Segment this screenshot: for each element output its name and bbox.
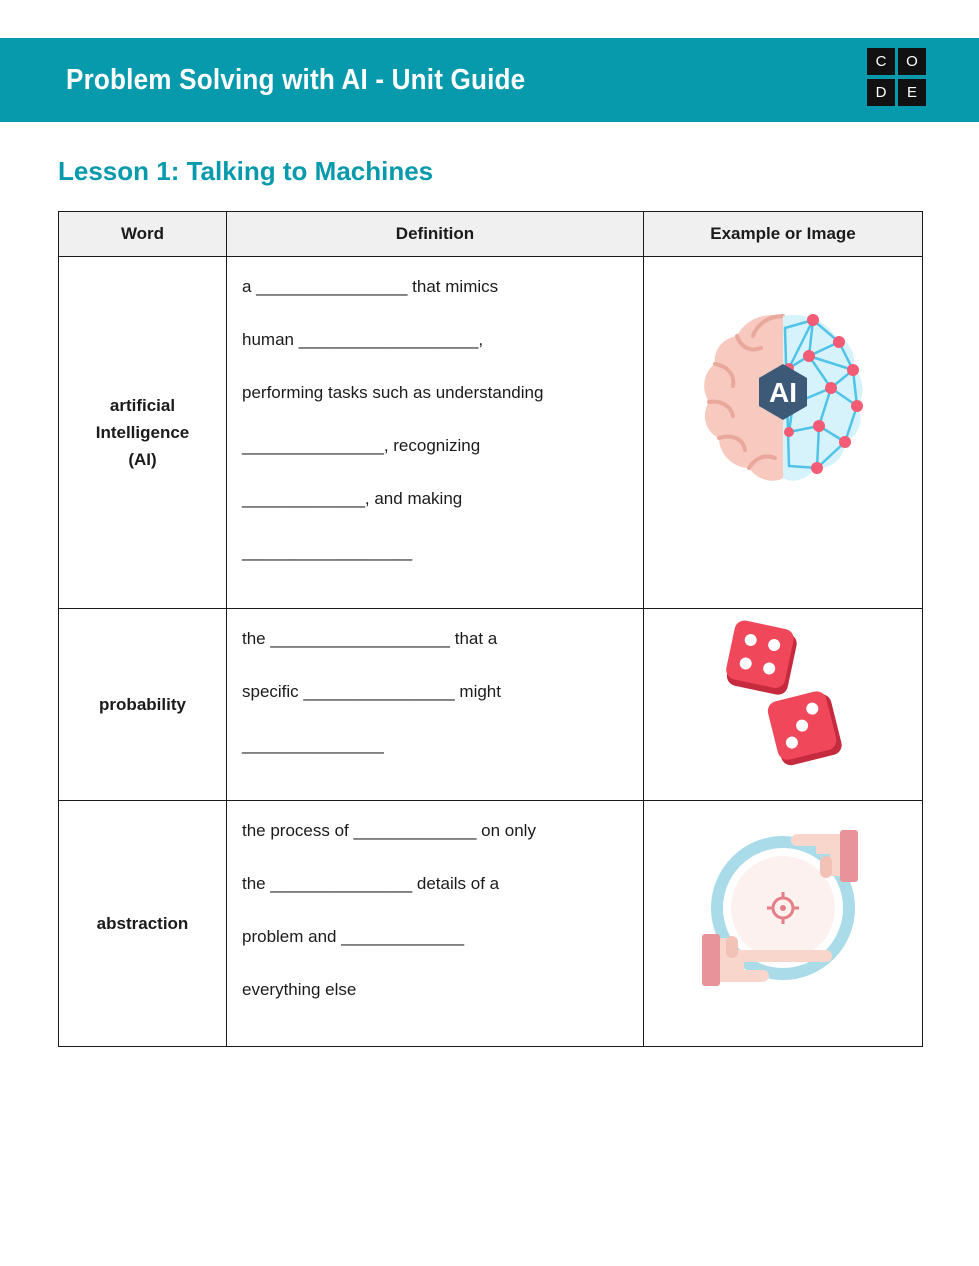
definition-line: a ________________ that mimics [242,277,499,296]
code-logo [867,48,927,107]
word-text: abstraction [96,914,189,933]
table-row [59,257,923,609]
definition-line: performing tasks such as understanding [242,383,544,402]
definition-cell [227,801,644,1047]
image-cell [644,801,923,1047]
definition-line: _______________ [242,735,384,754]
table-header-row [59,212,923,257]
definition-line: problem and _____________ [242,927,465,946]
image-cell [644,257,923,609]
column-header-definition: Definition [227,212,644,257]
definition-line: human ___________________, [242,330,484,349]
logo-letter: C [867,48,895,75]
table-row [59,609,923,801]
word-text: (AI) [128,450,157,469]
definition-line: specific ________________ might [242,682,501,701]
word-text: probability [99,695,186,714]
definition-line: __________________ [242,542,413,561]
definition-line: _______________, recognizing [242,436,481,455]
word-text: Intelligence [95,423,190,442]
definition-line: the ___________________ that a [242,629,498,648]
vocabulary-table [58,211,923,1047]
dice-icon [723,619,843,769]
definition-line: _____________, and making [242,489,463,508]
definition-cell [227,257,644,609]
word-cell [59,801,227,1047]
header-title: Problem Solving with AI - Unit Guide [66,64,526,96]
column-header-example: Example or Image [644,212,923,257]
logo-letter: D [867,79,895,106]
lesson-title: Lesson 1: Talking to Machines [58,156,434,186]
word-cell [59,257,227,609]
word-cell [59,609,227,801]
ai-brain-icon [693,308,873,488]
logo-letter: E [898,79,926,106]
definition-line: the _______________ details of a [242,874,500,893]
focus-frame-hands-icon [698,828,868,988]
logo-letter: O [898,48,926,75]
definition-cell [227,609,644,801]
word-text: artificial [109,396,176,415]
ai-label: AI [769,377,797,408]
page-header [0,38,979,122]
definition-line: everything else [242,980,357,999]
table-row [59,801,923,1047]
image-cell [644,609,923,801]
definition-line: the process of _____________ on only [242,821,536,840]
column-header-word: Word [59,212,227,257]
